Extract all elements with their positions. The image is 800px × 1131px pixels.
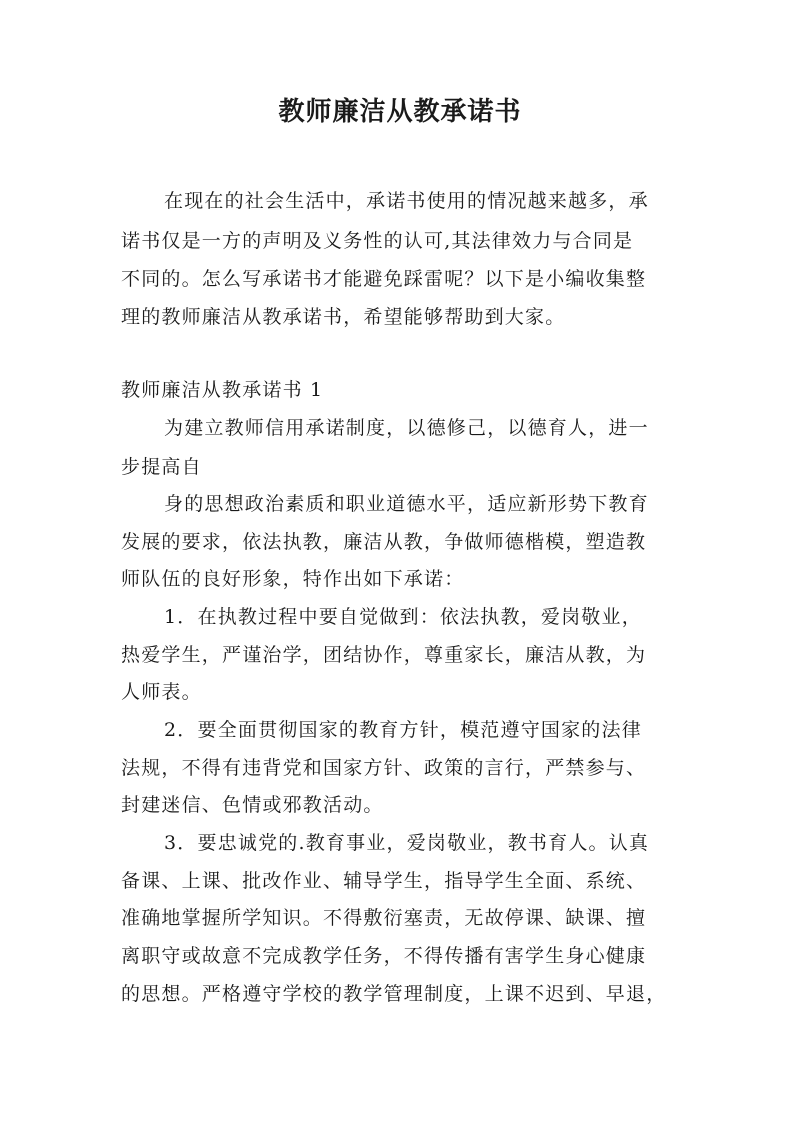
body-line-7: 热爱学生，严谨治学，团结协作，尊重家长，廉洁从教，为 — [121, 644, 647, 666]
body-line-16: 的思想。严格遵守学校的教学管理制度，上课不迟到、早退， — [121, 983, 667, 1005]
body-line-3: 身的思想政治素质和职业道德水平，适应新形势下教育 — [164, 493, 649, 515]
body-line-2: 步提高自 — [121, 456, 202, 478]
body-line-5: 师队伍的良好形象，特作出如下承诺： — [121, 568, 465, 590]
intro-line-4: 理的教师廉洁从教承诺书，希望能够帮助到大家。 — [121, 306, 566, 328]
intro-line-3: 不同的。怎么写承诺书才能避免踩雷呢？以下是小编收集整 — [121, 268, 647, 290]
body-line-14: 准确地掌握所学知识。不得敷衍塞责，无故停课、缺课、擅 — [121, 907, 647, 929]
section-heading: 教师廉洁从教承诺书 1 — [121, 379, 324, 401]
intro-line-1: 在现在的社会生活中，承诺书使用的情况越来越多，承 — [164, 190, 649, 212]
body-line-9: 2．要全面贯彻国家的教育方针，模范遵守国家的法律 — [164, 719, 642, 741]
body-line-10: 法规，不得有违背党和国家方针、政策的言行，严禁参与、 — [121, 757, 647, 779]
intro-line-2: 诺书仅是一方的声明及义务性的认可,其法律效力与合同是 — [121, 230, 634, 252]
document-title: 教师廉洁从教承诺书 — [278, 97, 522, 127]
body-line-6: 1．在执教过程中要自觉做到：依法执教，爱岗敬业， — [164, 606, 642, 628]
body-line-1: 为建立教师信用承诺制度，以德修己，以德育人，进一 — [164, 417, 649, 439]
body-line-4: 发展的要求，依法执教，廉洁从教，争做师德楷模，塑造教 — [121, 531, 647, 553]
body-line-15: 离职守或故意不完成教学任务，不得传播有害学生身心健康 — [121, 945, 647, 967]
body-line-8: 人师表。 — [121, 681, 202, 703]
body-line-12: 3．要忠诚党的.教育事业，爱岗敬业，教书育人。认真 — [164, 832, 650, 854]
body-line-13: 备课、上课、批改作业、辅导学生，指导学生全面、系统、 — [121, 870, 647, 892]
body-line-11: 封建迷信、色情或邪教活动。 — [121, 794, 384, 816]
